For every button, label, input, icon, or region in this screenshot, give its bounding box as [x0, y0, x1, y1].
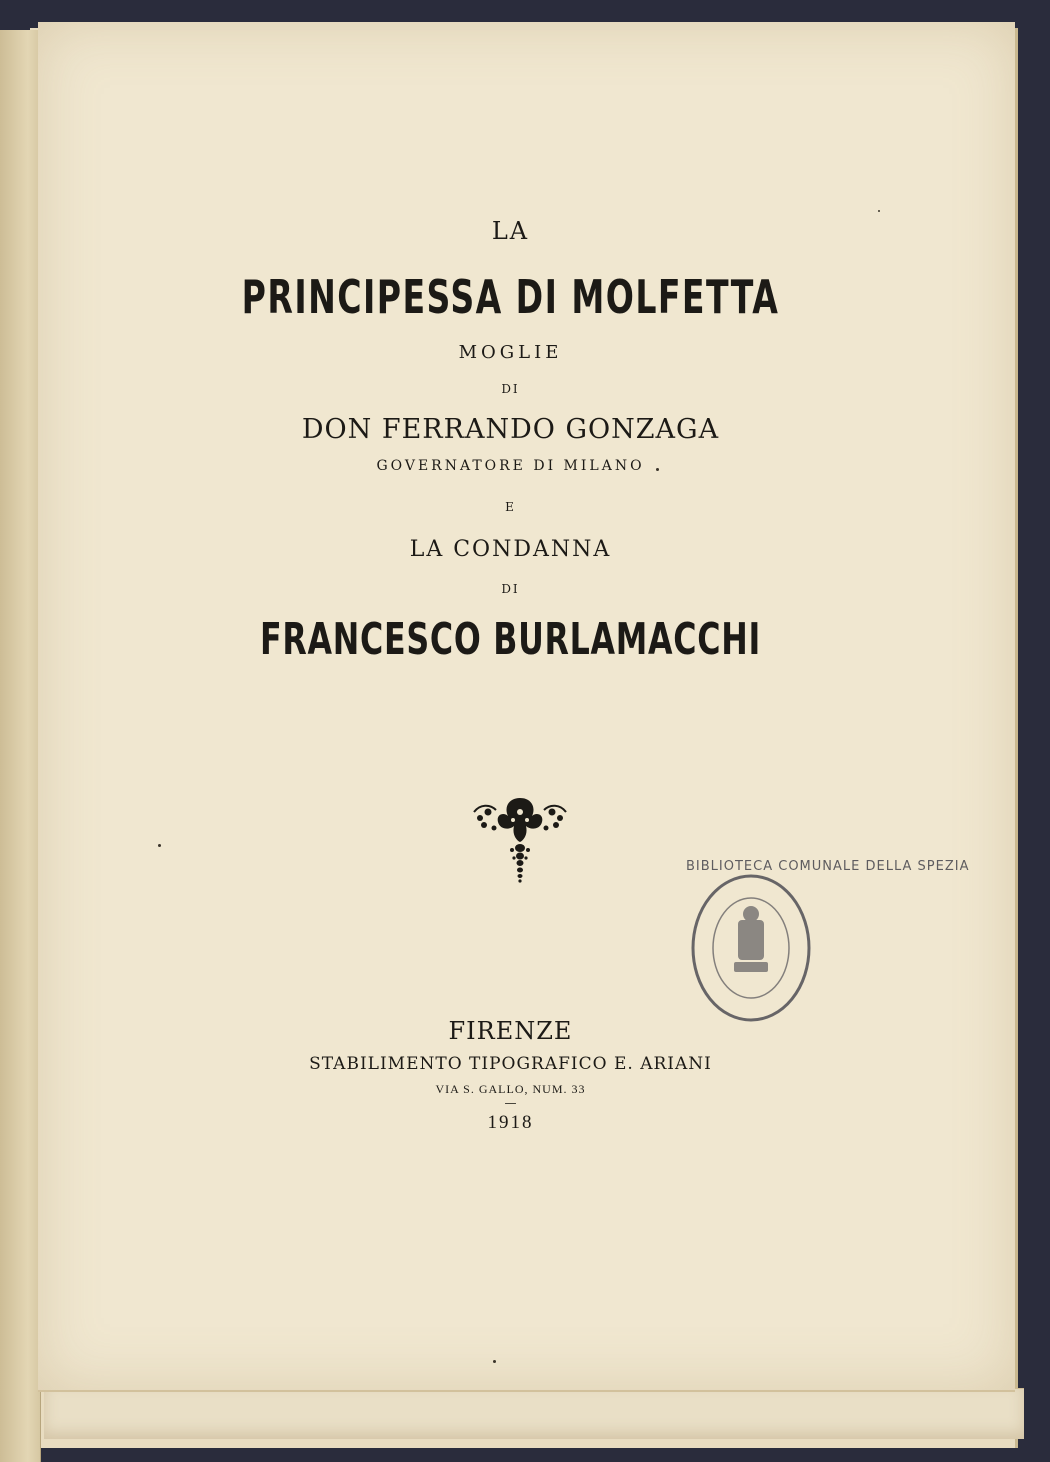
subtitle-condanna: LA CONDANNA	[409, 537, 612, 562]
title-page	[38, 22, 1015, 1392]
imprint-printer: STABILIMENTO TIPOGRAFICO E. ARIANI	[309, 1054, 712, 1074]
paper-speck	[878, 210, 880, 212]
left-page-edge	[0, 30, 41, 1462]
subject-role-1: GOVERNATORE DI MILANO	[376, 458, 645, 474]
stamp-text: BIBLIOTECA COMUNALE DELLA SPEZIA	[686, 859, 970, 874]
subject-name-2: FRANCESCO BURLAMACCHI	[260, 614, 761, 665]
floral-ornament-icon	[470, 792, 570, 889]
connector-di-1: DI	[501, 382, 520, 396]
imprint-rule: —	[504, 1096, 517, 1110]
paper-speck	[656, 468, 659, 471]
title-article: LA	[491, 217, 530, 245]
paper-speck	[493, 1360, 496, 1363]
subtitle-moglie: MOGLIE	[458, 342, 563, 363]
imprint-address: VIA S. GALLO, NUM. 33	[435, 1082, 586, 1096]
lower-page-edge	[44, 1388, 1024, 1439]
imprint-year: 1918	[487, 1112, 534, 1133]
connector-e: E	[505, 500, 516, 514]
main-title: PRINCIPESSA DI MOLFETTA	[241, 270, 780, 324]
library-stamp	[686, 859, 970, 1027]
subject-name-1: DON FERRANDO GONZAGA	[301, 414, 720, 445]
connector-di-2: DI	[501, 582, 520, 596]
imprint-city: FIRENZE	[448, 1017, 573, 1045]
paper-speck	[158, 844, 161, 847]
